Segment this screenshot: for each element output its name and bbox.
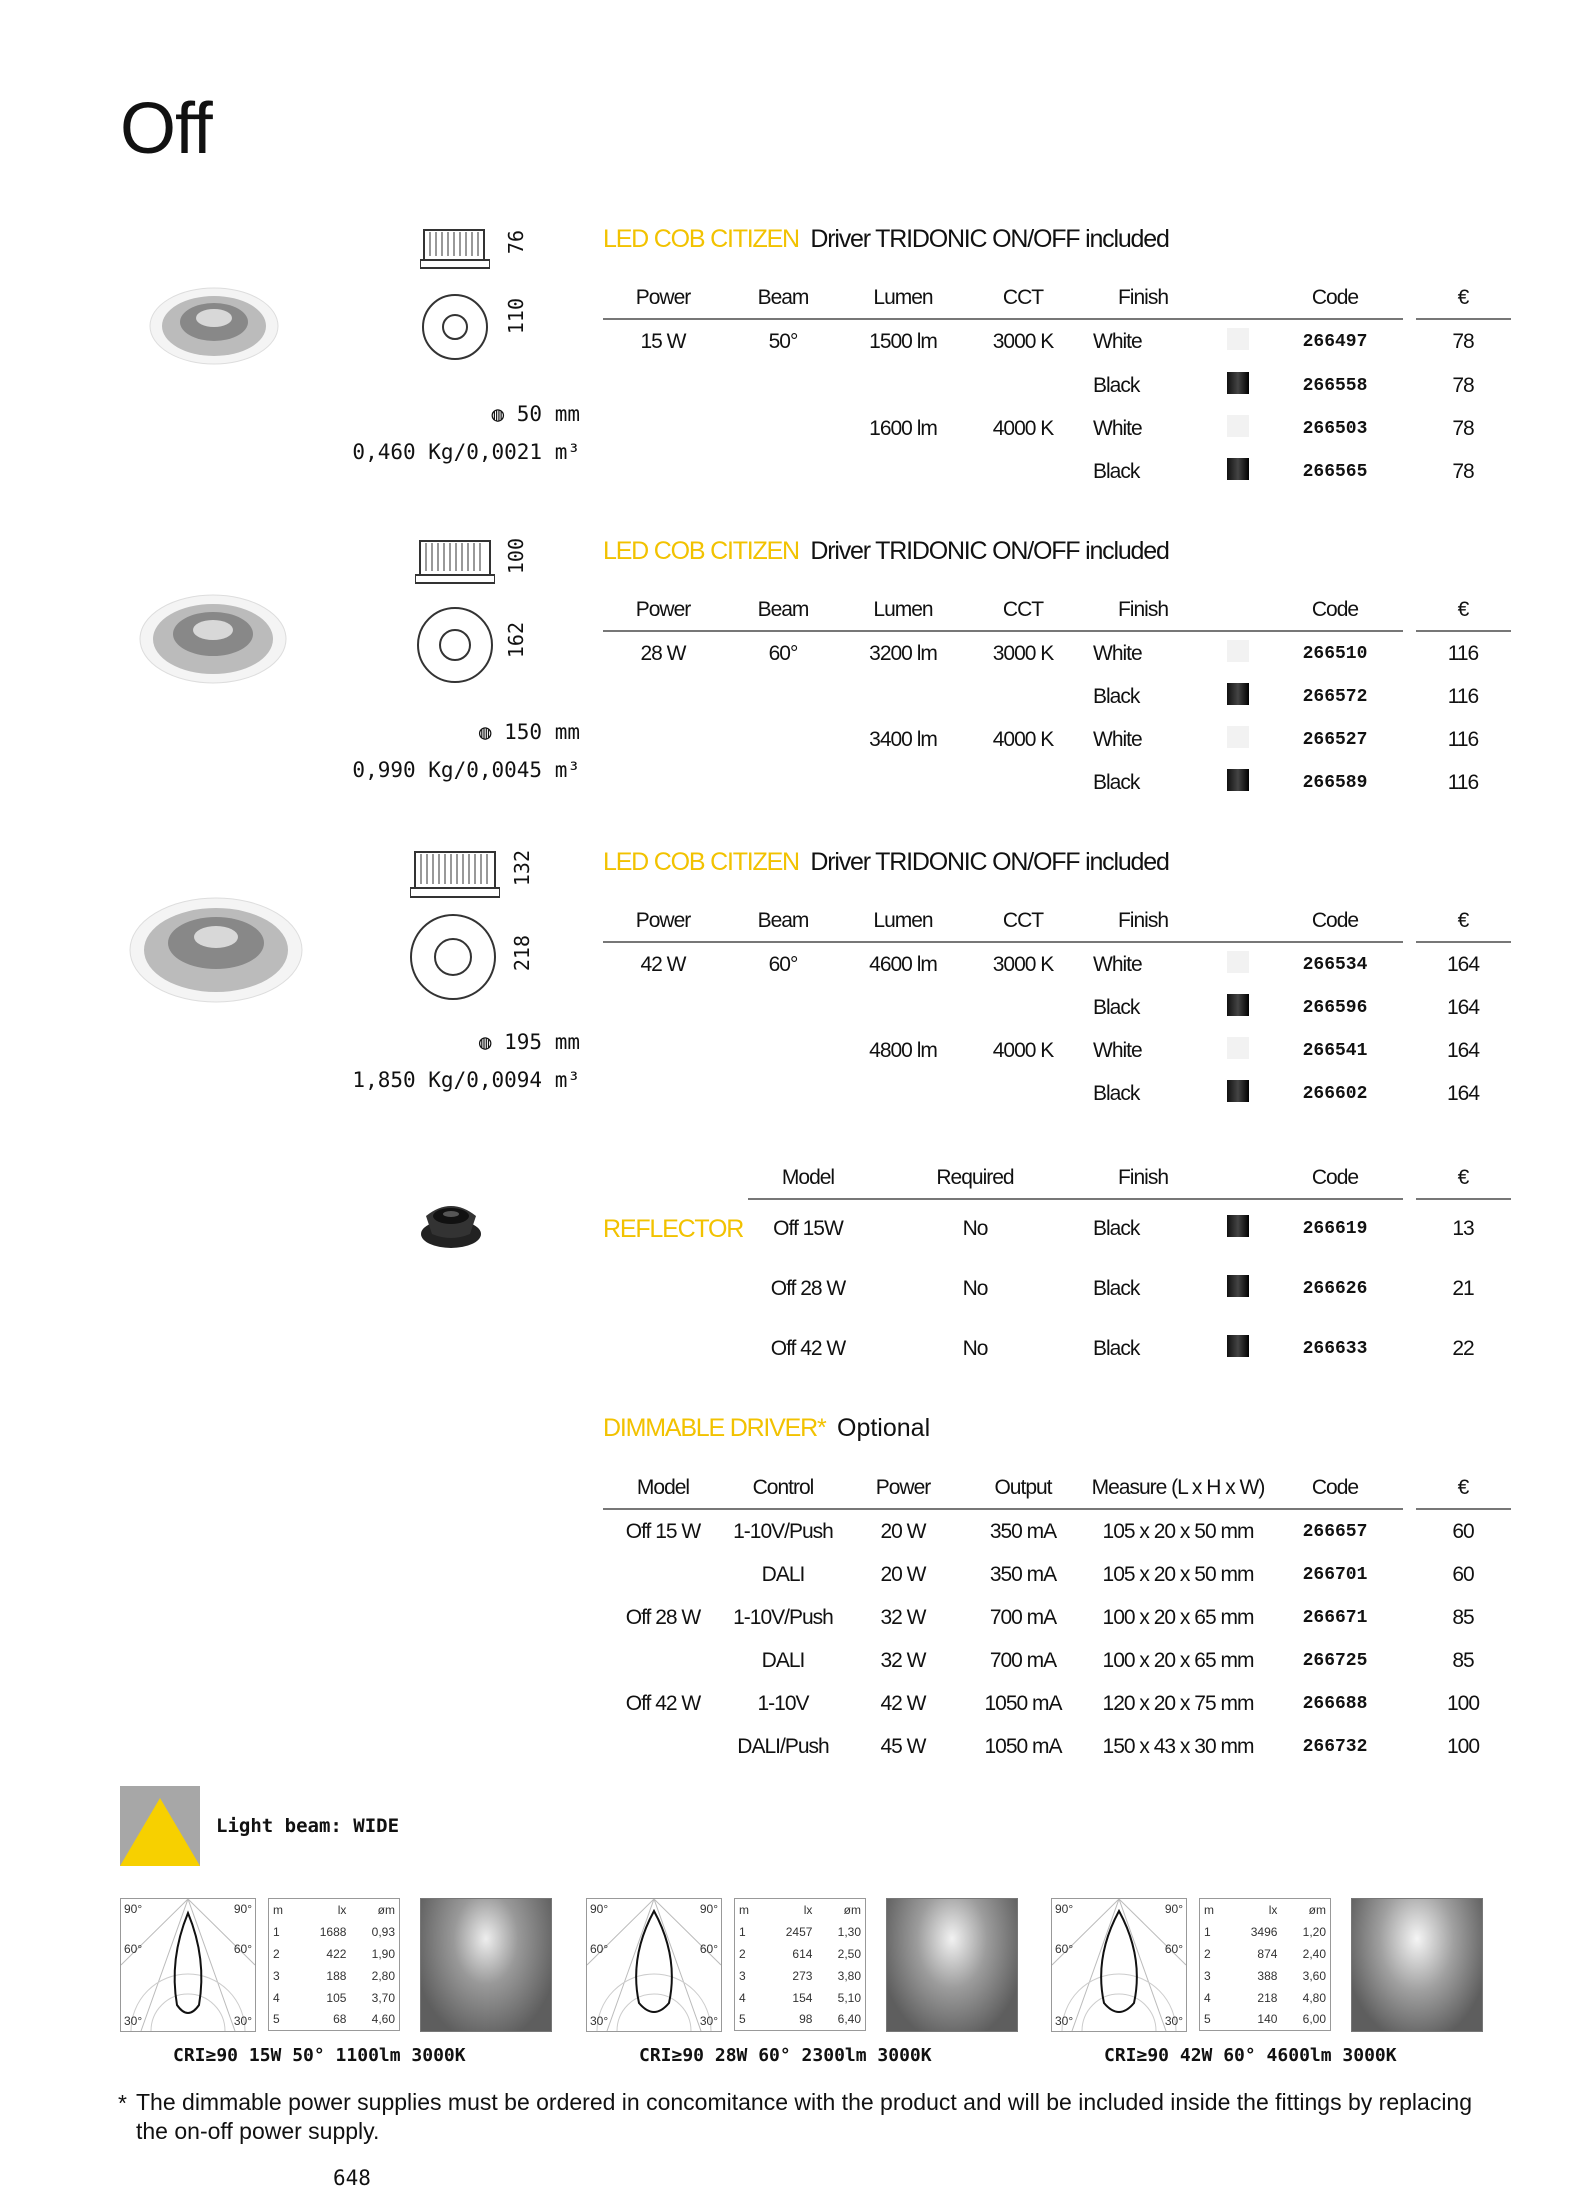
cell-model: Off 28 W [770, 1277, 846, 1300]
weight-volume: 1,850 Kg/0,0094 m³ [352, 1068, 580, 1092]
cell-price: 116 [1447, 685, 1479, 708]
cell-code: 266596 [1302, 998, 1368, 1018]
cell-price: 78 [1452, 374, 1474, 397]
cutout-value: 50 mm [516, 402, 580, 426]
cell-price: 21 [1452, 1277, 1474, 1300]
cell-lumen: 3400 lm [869, 728, 937, 751]
light-beam-label: Light beam: WIDE [216, 1815, 400, 1837]
cell-code: 266626 [1302, 1279, 1368, 1299]
finish-swatch-black [1227, 1215, 1249, 1237]
cell-code: 266602 [1302, 1084, 1368, 1104]
cell-lx: 218 [1257, 1990, 1278, 2005]
cell-output: 700 mA [989, 1606, 1057, 1629]
finish-swatch-black [1227, 1335, 1249, 1357]
col-price: € [1457, 1166, 1469, 1189]
cell-power: 20 W [880, 1563, 926, 1586]
section-title-2 [603, 537, 1169, 566]
cell-dia: 6,40 [837, 2012, 861, 2027]
cell-price: 78 [1452, 417, 1474, 440]
cell-control: DALI [761, 1563, 805, 1586]
dimension-diameter-1: 110 [504, 298, 528, 335]
series-name: LED COB CITIZEN [603, 848, 799, 876]
product-specs-1 [220, 395, 580, 471]
cell-power: 32 W [880, 1649, 926, 1672]
hdr-m: m [273, 1902, 283, 1917]
cell-m: 5 [273, 2012, 280, 2027]
cell-lx: 3496 [1250, 1924, 1278, 1939]
cell-dia: 3,70 [371, 1990, 395, 2005]
series-name: LED COB CITIZEN [603, 225, 799, 253]
col-model: Model [781, 1166, 835, 1189]
col-required: Required [936, 1166, 1014, 1189]
col-code: Code [1311, 909, 1359, 932]
cell-dia: 1,90 [371, 1946, 395, 1961]
col-finish: Finish [1117, 909, 1169, 932]
room-render [1351, 1898, 1483, 2032]
product-image-1 [148, 285, 280, 372]
photometry-caption-1: CRI≥90 15W 50° 1100lm 3000K [173, 2045, 466, 2066]
cell-cct: 3000 K [992, 953, 1054, 976]
photometry-table [734, 1898, 866, 2031]
hdr-m: m [1204, 1902, 1214, 1917]
price-rule [1416, 630, 1511, 632]
dimension-diameter-2: 162 [504, 622, 528, 659]
cell-finish: White [1093, 330, 1142, 353]
cell-dia: 2,50 [837, 1946, 861, 1961]
cell-cct: 4000 K [992, 1039, 1054, 1062]
cell-m: 1 [1204, 1924, 1211, 1939]
finish-swatch-black [1227, 994, 1249, 1016]
cell-finish: White [1093, 417, 1142, 440]
cell-m: 3 [739, 1968, 746, 1983]
cell-lumen: 3200 lm [869, 642, 937, 665]
photometry-caption-3: CRI≥90 42W 60° 4600lm 3000K [1104, 2045, 1397, 2066]
cell-code: 266701 [1302, 1565, 1368, 1585]
cell-finish: Black [1093, 374, 1140, 397]
product-specs-3 [220, 1023, 580, 1099]
dimmable-note: Optional [837, 1414, 931, 1442]
cell-lx: 188 [326, 1968, 347, 1983]
cell-output: 700 mA [989, 1649, 1057, 1672]
angle-90-left: 90° [124, 1902, 143, 1916]
col-beam: Beam [757, 286, 809, 309]
cell-dia: 2,80 [371, 1968, 395, 1983]
hdr-lx: lx [337, 1902, 347, 1917]
footnote: The dimmable power supplies must be ordered in concomitance with the product and will be included inside the fittings by replacing the on-off power supply. [136, 2089, 1473, 2144]
cell-dia: 6,00 [1302, 2012, 1326, 2027]
photometry-caption-2: CRI≥90 28W 60° 2300lm 3000K [639, 2045, 932, 2066]
cell-price: 85 [1452, 1649, 1474, 1672]
cell-lumen: 4600 lm [869, 953, 937, 976]
cell-code: 266572 [1302, 687, 1368, 707]
cell-lx: 68 [333, 2012, 347, 2027]
beam-wide-icon [120, 1786, 200, 1871]
col-power: Power [635, 909, 691, 932]
angle-60-right: 60° [1164, 1942, 1183, 1956]
cell-finish: White [1093, 953, 1142, 976]
cell-finish: White [1093, 728, 1142, 751]
cell-dia: 3,80 [837, 1968, 861, 1983]
cutout-icon: ◍ [478, 1030, 505, 1054]
cell-cct: 3000 K [992, 642, 1054, 665]
cutout-icon: ◍ [478, 720, 505, 744]
col-beam: Beam [757, 598, 809, 621]
angle-30-right: 30° [699, 2014, 718, 2028]
cell-lx: 273 [792, 1968, 813, 1983]
cell-required: No [962, 1277, 988, 1300]
side-drawing-1 [420, 226, 490, 281]
finish-swatch-white [1227, 951, 1249, 973]
col-finish: Finish [1117, 598, 1169, 621]
product-image-2 [138, 592, 288, 691]
cell-m: 2 [273, 1946, 280, 1961]
cell-model: Off 15W [773, 1217, 843, 1240]
cell-model: Off 42 W [770, 1337, 846, 1360]
cell-power: 42 W [640, 953, 686, 976]
cell-m: 4 [739, 1990, 746, 2005]
col-finish: Finish [1117, 1166, 1169, 1189]
cell-price: 100 [1446, 1735, 1480, 1758]
col-control: Control [752, 1476, 814, 1499]
cell-model: Off 28 W [625, 1606, 701, 1629]
cell-finish: Black [1093, 771, 1140, 794]
driver-info: Driver TRIDONIC ON/OFF included [810, 537, 1169, 565]
polar-diagram [120, 1898, 256, 2032]
cell-finish: White [1093, 642, 1142, 665]
polar-diagram [1051, 1898, 1187, 2032]
cell-code: 266527 [1302, 730, 1368, 750]
price-rule [1416, 941, 1511, 943]
finish-swatch-black [1227, 683, 1249, 705]
header-rule [603, 941, 1403, 943]
weight-volume: 0,990 Kg/0,0045 m³ [352, 758, 580, 782]
cell-code: 266558 [1302, 376, 1368, 396]
header-rule [748, 1198, 1403, 1200]
cell-measure: 100 x 20 x 65 mm [1102, 1606, 1254, 1629]
header-rule [603, 630, 1403, 632]
cell-price: 164 [1446, 1039, 1480, 1062]
cell-code: 266534 [1302, 955, 1368, 975]
cell-power: 28 W [640, 642, 686, 665]
hdr-dia: øm [377, 1902, 395, 1917]
col-lumen: Lumen [873, 286, 933, 309]
finish-swatch-white [1227, 726, 1249, 748]
col-output: Output [994, 1476, 1052, 1499]
dimension-height-3: 132 [510, 850, 534, 887]
cell-finish: Black [1093, 1082, 1140, 1105]
cell-beam: 50° [768, 330, 798, 353]
col-beam: Beam [757, 909, 809, 932]
side-drawing-3 [410, 848, 500, 913]
cell-required: No [962, 1337, 988, 1360]
cell-power: 20 W [880, 1520, 926, 1543]
cell-cct: 4000 K [992, 728, 1054, 751]
cell-cct: 3000 K [992, 330, 1054, 353]
cell-beam: 60° [768, 642, 798, 665]
cell-required: No [962, 1217, 988, 1240]
cell-model: Off 15 W [625, 1520, 701, 1543]
cell-lx: 140 [1257, 2012, 1278, 2027]
finish-swatch-black [1227, 1080, 1249, 1102]
page-number: 648 [333, 2166, 371, 2190]
cell-code: 266671 [1302, 1608, 1368, 1628]
cell-beam: 60° [768, 953, 798, 976]
cell-control: DALI/Push [737, 1735, 829, 1758]
cell-code: 266589 [1302, 773, 1368, 793]
room-render [420, 1898, 552, 2032]
weight-volume: 0,460 Kg/0,0021 m³ [352, 440, 580, 464]
cell-finish: Black [1093, 1277, 1140, 1300]
col-power: Power [635, 598, 691, 621]
cell-control: 1-10V [757, 1692, 809, 1715]
cell-lx: 105 [326, 1990, 347, 2005]
cell-m: 5 [739, 2012, 746, 2027]
finish-swatch-white [1227, 415, 1249, 437]
hdr-dia: øm [1308, 1902, 1326, 1917]
finish-swatch-black [1227, 1275, 1249, 1297]
angle-30-left: 30° [124, 2014, 143, 2028]
col-cct: CCT [1002, 286, 1044, 309]
angle-90-right: 90° [233, 1902, 252, 1916]
cell-m: 2 [1204, 1946, 1211, 1961]
cell-control: 1-10V/Push [733, 1520, 833, 1543]
col-cct: CCT [1002, 598, 1044, 621]
cell-price: 60 [1452, 1563, 1474, 1586]
cell-lx: 2457 [785, 1924, 813, 1939]
col-lumen: Lumen [873, 598, 933, 621]
top-drawing-1 [420, 292, 490, 367]
col-code: Code [1311, 1166, 1359, 1189]
driver-info: Driver TRIDONIC ON/OFF included [810, 225, 1169, 253]
cell-control: 1-10V/Push [733, 1606, 833, 1629]
side-drawing-2 [415, 537, 495, 598]
product-specs-2 [220, 713, 580, 789]
col-code: Code [1311, 286, 1359, 309]
cell-lx: 154 [792, 1990, 813, 2005]
cell-code: 266510 [1302, 644, 1368, 664]
angle-60-right: 60° [699, 1942, 718, 1956]
finish-swatch-white [1227, 328, 1249, 350]
cell-m: 4 [1204, 1990, 1211, 2005]
hdr-m: m [739, 1902, 749, 1917]
cutout-icon: ◍ [491, 402, 517, 426]
cell-code: 266541 [1302, 1041, 1368, 1061]
hdr-dia: øm [843, 1902, 861, 1917]
cell-code: 266633 [1302, 1339, 1368, 1359]
cell-m: 5 [1204, 2012, 1211, 2027]
cell-code: 266688 [1302, 1694, 1368, 1714]
cell-price: 22 [1452, 1337, 1474, 1360]
cell-finish: Black [1093, 685, 1140, 708]
cell-dia: 0,93 [371, 1924, 395, 1939]
finish-swatch-black [1227, 372, 1249, 394]
col-power: Power [875, 1476, 931, 1499]
cell-price: 78 [1452, 330, 1474, 353]
cell-price: 164 [1446, 953, 1480, 976]
cell-price: 116 [1447, 642, 1479, 665]
cell-measure: 150 x 43 x 30 mm [1102, 1735, 1254, 1758]
col-price: € [1457, 909, 1469, 932]
reflector-image [418, 1196, 484, 1257]
cell-lx: 874 [1257, 1946, 1278, 1961]
footnote-mark: * [118, 2090, 127, 2116]
cell-dia: 1,30 [837, 1924, 861, 1939]
angle-60-left: 60° [590, 1942, 609, 1956]
cell-m: 2 [739, 1946, 746, 1961]
cutout-value: 150 mm [504, 720, 580, 744]
angle-30-right: 30° [1164, 2014, 1183, 2028]
col-price: € [1457, 598, 1469, 621]
dimension-height-2: 100 [504, 538, 528, 575]
page-title: Off [120, 89, 212, 169]
room-render [886, 1898, 1018, 2032]
cell-finish: Black [1093, 1337, 1140, 1360]
angle-30-left: 30° [590, 2014, 609, 2028]
driver-info: Driver TRIDONIC ON/OFF included [810, 848, 1169, 876]
cell-price: 116 [1447, 728, 1479, 751]
cell-measure: 120 x 20 x 75 mm [1102, 1692, 1254, 1715]
section-title-1 [603, 225, 1169, 254]
top-drawing-2 [415, 605, 495, 690]
dimmable-title [603, 1414, 930, 1443]
cell-measure: 105 x 20 x 50 mm [1102, 1563, 1254, 1586]
cell-m: 3 [1204, 1968, 1211, 1983]
cell-m: 4 [273, 1990, 280, 2005]
col-code: Code [1311, 598, 1359, 621]
finish-swatch-black [1227, 458, 1249, 480]
cell-code: 266565 [1302, 462, 1368, 482]
cell-dia: 5,10 [837, 1990, 861, 2005]
cell-power: 42 W [880, 1692, 926, 1715]
cell-power: 15 W [640, 330, 686, 353]
series-name: LED COB CITIZEN [603, 537, 799, 565]
cell-output: 1050 mA [984, 1735, 1062, 1758]
angle-60-left: 60° [124, 1942, 143, 1956]
cell-dia: 4,60 [371, 2012, 395, 2027]
cell-control: DALI [761, 1649, 805, 1672]
angle-90-left: 90° [590, 1902, 609, 1916]
cell-lumen: 1500 lm [869, 330, 937, 353]
angle-30-left: 30° [1055, 2014, 1074, 2028]
cell-lx: 98 [799, 2012, 813, 2027]
finish-swatch-white [1227, 640, 1249, 662]
cell-dia: 4,80 [1302, 1990, 1326, 2005]
cell-finish: White [1093, 1039, 1142, 1062]
reflector-label: REFLECTOR [603, 1215, 744, 1243]
col-finish: Finish [1117, 286, 1169, 309]
section-title-3 [603, 848, 1169, 877]
cell-price: 116 [1447, 771, 1479, 794]
polar-diagram [586, 1898, 722, 2032]
angle-30-right: 30° [233, 2014, 252, 2028]
col-power: Power [635, 286, 691, 309]
cell-code: 266497 [1302, 332, 1368, 352]
photometry-table [1199, 1898, 1331, 2031]
cell-code: 266503 [1302, 419, 1368, 439]
hdr-lx: lx [803, 1902, 813, 1917]
cell-lx: 422 [326, 1946, 347, 1961]
cell-price: 60 [1452, 1520, 1474, 1543]
price-rule [1416, 1198, 1511, 1200]
cell-lumen: 4800 lm [869, 1039, 937, 1062]
cell-dia: 3,60 [1302, 1968, 1326, 1983]
price-rule [1416, 318, 1511, 320]
col-price: € [1457, 1476, 1469, 1499]
header-rule [603, 1508, 1403, 1510]
cell-cct: 4000 K [992, 417, 1054, 440]
cell-code: 266732 [1302, 1737, 1368, 1757]
cell-lumen: 1600 lm [869, 417, 937, 440]
angle-60-left: 60° [1055, 1942, 1074, 1956]
cell-finish: Black [1093, 460, 1140, 483]
cell-m: 3 [273, 1968, 280, 1983]
angle-90-right: 90° [699, 1902, 718, 1916]
cutout-value: 195 mm [504, 1030, 580, 1054]
col-measure: Measure (L x H x W) [1091, 1476, 1265, 1499]
finish-swatch-black [1227, 769, 1249, 791]
cell-measure: 105 x 20 x 50 mm [1102, 1520, 1254, 1543]
cell-power: 45 W [880, 1735, 926, 1758]
cell-m: 1 [739, 1924, 746, 1939]
header-rule [603, 318, 1403, 320]
cell-price: 78 [1452, 460, 1474, 483]
cell-m: 1 [273, 1924, 280, 1939]
cell-price: 85 [1452, 1606, 1474, 1629]
cell-power: 32 W [880, 1606, 926, 1629]
dimension-diameter-3: 218 [510, 935, 534, 972]
cell-output: 350 mA [989, 1520, 1057, 1543]
cell-lx: 614 [792, 1946, 813, 1961]
photometry-table [268, 1898, 400, 2031]
finish-swatch-white [1227, 1037, 1249, 1059]
price-rule [1416, 1508, 1511, 1510]
cell-price: 164 [1446, 1082, 1480, 1105]
cell-model: Off 42 W [625, 1692, 701, 1715]
cell-lx: 388 [1257, 1968, 1278, 1983]
cell-code: 266619 [1302, 1219, 1368, 1239]
hdr-lx: lx [1268, 1902, 1278, 1917]
cell-price: 100 [1446, 1692, 1480, 1715]
col-code: Code [1311, 1476, 1359, 1499]
col-cct: CCT [1002, 909, 1044, 932]
cell-finish: Black [1093, 996, 1140, 1019]
dimmable-label: DIMMABLE DRIVER* [603, 1414, 826, 1442]
col-price: € [1457, 286, 1469, 309]
cell-code: 266657 [1302, 1522, 1368, 1542]
col-model: Model [636, 1476, 690, 1499]
cell-lx: 1688 [319, 1924, 347, 1939]
cell-output: 1050 mA [984, 1692, 1062, 1715]
col-lumen: Lumen [873, 909, 933, 932]
angle-90-left: 90° [1055, 1902, 1074, 1916]
product-image-3 [128, 895, 304, 1010]
angle-90-right: 90° [1164, 1902, 1183, 1916]
cell-price: 13 [1452, 1217, 1474, 1240]
top-drawing-3 [408, 912, 498, 1007]
cell-price: 164 [1446, 996, 1480, 1019]
cell-output: 350 mA [989, 1563, 1057, 1586]
cell-dia: 1,20 [1302, 1924, 1326, 1939]
cell-finish: Black [1093, 1217, 1140, 1240]
cell-measure: 100 x 20 x 65 mm [1102, 1649, 1254, 1672]
dimension-height-1: 76 [504, 230, 528, 255]
angle-60-right: 60° [233, 1942, 252, 1956]
cell-dia: 2,40 [1302, 1946, 1326, 1961]
cell-code: 266725 [1302, 1651, 1368, 1671]
